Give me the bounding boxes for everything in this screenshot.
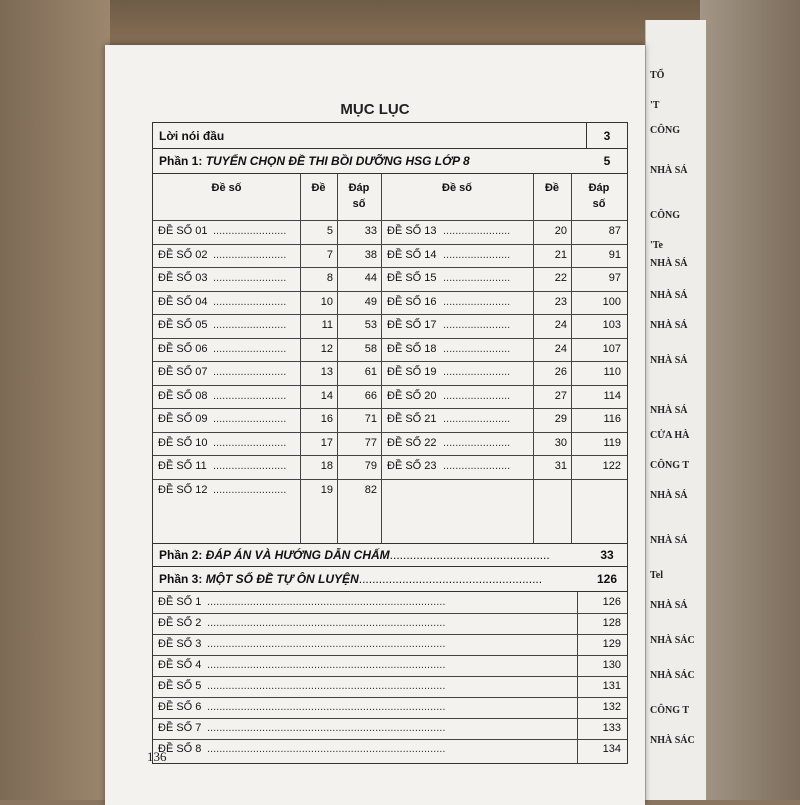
table-row-de: 21 — [554, 248, 567, 261]
table-row-dapso: 58 — [364, 342, 377, 355]
leader-dots: .............................................................................. — [207, 743, 446, 755]
leader-dots: ...................... — [443, 319, 511, 331]
grid-hline — [153, 314, 627, 315]
leader-dots: ........................ — [213, 248, 287, 261]
column-header-text: số — [592, 198, 606, 210]
table-row-label: ĐỀ SỐ 14 — [387, 248, 437, 261]
column-header — [571, 180, 627, 212]
grid-hline — [153, 613, 627, 614]
table-row-dapso: 122 — [602, 460, 621, 472]
neighbor-text: NHÀ SÁ — [650, 258, 688, 269]
grid-hline — [153, 634, 627, 635]
part3-row-label: ĐỀ SỐ 3 — [158, 638, 202, 650]
table-row-de: 18 — [320, 460, 333, 472]
grid-hline — [153, 718, 627, 719]
leader-dots: ...................... — [443, 272, 511, 284]
leader-dots: ........................ — [213, 366, 287, 378]
neighbor-text: NHÀ SÁ — [650, 320, 688, 331]
neighbor-text: NHÀ SÁ — [650, 405, 688, 416]
column-header-text: Đáp — [588, 182, 610, 194]
page-title: MỤC LỤC — [340, 101, 410, 118]
column-header-text: Đáp — [348, 182, 370, 194]
neighbor-text: NHÀ SÁC — [650, 670, 695, 681]
part1-prefix: Phần 1: — [159, 154, 206, 168]
table-row-de: 22 — [554, 272, 567, 284]
part3-row-page: 132 — [602, 701, 621, 713]
background-right — [700, 0, 800, 800]
part3-row-page: 131 — [602, 680, 621, 692]
column-header: Đề số — [211, 182, 242, 194]
neighbor-text: CÔNG T — [650, 460, 689, 471]
table-row-dapso: 66 — [364, 389, 377, 402]
grid-hline — [153, 455, 627, 456]
leader-dots: ........................ — [213, 436, 287, 449]
neighbor-text: CỬA HÀ — [650, 430, 690, 441]
neighbor-text: Tel — [650, 570, 663, 581]
table-row-de: 13 — [320, 366, 333, 378]
leader-dots: ........................ — [213, 319, 287, 331]
toc-row-part3 — [153, 567, 627, 592]
part3-row-page: 130 — [602, 659, 621, 671]
table-row-de: 31 — [554, 460, 567, 472]
table-row-label: ĐỀ SỐ 11 — [158, 460, 207, 472]
neighbor-text: NHÀ SÁ — [650, 355, 688, 366]
grid-hline — [153, 385, 627, 386]
table-row-dapso: 53 — [364, 319, 377, 331]
leader-dots: ...................... — [443, 460, 511, 472]
table-row-de: 29 — [554, 413, 567, 425]
table-row-de: 30 — [554, 436, 567, 449]
table-row-label: ĐỀ SỐ 16 — [387, 295, 437, 308]
neighbor-text: 'T — [650, 100, 660, 111]
grid-hline — [153, 338, 627, 339]
leader-dots: ........................ — [213, 295, 287, 308]
table-row-label: ĐỀ SỐ 19 — [387, 366, 437, 378]
table-row-de: 24 — [554, 342, 567, 355]
table-row-label: ĐỀ SỐ 17 — [387, 319, 437, 331]
table-row-de: 23 — [554, 295, 567, 308]
table-row-label: ĐỀ SỐ 09 — [158, 413, 208, 425]
part3-label: Phần 3: MỘT SỐ ĐỀ TỰ ÔN LUYỆN....................................................... — [159, 572, 543, 586]
page-number: 136 — [147, 749, 167, 764]
part2-label: Phần 2: ĐÁP ÁN VÀ HƯỚNG DẪN CHẤM................................................ — [159, 548, 550, 562]
table-row-dapso: 119 — [603, 436, 621, 449]
grid-hline — [153, 244, 627, 245]
table-row-label: ĐỀ SỐ 23 — [387, 460, 437, 472]
table-row-dapso: 38 — [364, 248, 377, 261]
table-row-label: ĐỀ SỐ 04 — [158, 295, 208, 308]
neighbor-text: CÔNG T — [650, 705, 689, 716]
leader-dots: ........................ — [213, 225, 287, 237]
grid-hline — [153, 291, 627, 292]
toc-row-intro — [153, 123, 627, 149]
grid-hline — [153, 432, 627, 433]
table-row-dapso: 91 — [608, 248, 621, 261]
neighbor-text: TỔ — [650, 70, 665, 81]
neighbor-text: NHÀ SÁC — [650, 635, 695, 646]
table-row-label: ĐỀ SỐ 07 — [158, 366, 208, 378]
part3-row-label: ĐỀ SỐ 5 — [158, 680, 202, 692]
neighbor-page — [645, 20, 706, 800]
table-row-dapso: 114 — [603, 389, 621, 402]
leader-dots: .............................................................................. — [207, 722, 446, 734]
leader-dots: ........................ — [213, 342, 287, 355]
intro-label: Lời nói đầu — [159, 128, 225, 143]
part2-prefix: Phần 2: — [159, 548, 206, 562]
table-row-de: 16 — [320, 413, 333, 425]
table-row-dapso: 82 — [364, 483, 377, 496]
table-row-de: 26 — [554, 366, 567, 378]
table-row-de: 17 — [320, 436, 333, 449]
table-row-dapso: 77 — [364, 436, 377, 449]
leader-dots: ........................ — [213, 272, 287, 284]
leader-dots: ...................... — [443, 295, 511, 308]
grid-hline — [153, 739, 627, 740]
table-row-dapso: 100 — [602, 295, 621, 308]
table-row-label: ĐỀ SỐ 01 — [158, 225, 208, 237]
table-row-label: ĐỀ SỐ 22 — [387, 436, 437, 449]
table-row-label: ĐỀ SỐ 15 — [387, 272, 437, 284]
part2-page: 33 — [600, 548, 614, 562]
leader-dots: ...................... — [443, 389, 511, 402]
leader-dots: .............................................................................. — [207, 680, 446, 692]
book-page — [105, 45, 645, 805]
table-row-de: 24 — [554, 319, 567, 331]
grid-hline — [153, 479, 381, 480]
table-of-contents — [152, 122, 628, 764]
leader-dots: ........................ — [213, 413, 287, 425]
grid-hline — [153, 655, 627, 656]
table-row-de: 11 — [321, 319, 333, 331]
grid-hline — [153, 267, 627, 268]
leader-dots: ........................ — [213, 483, 287, 496]
table-row-dapso: 71 — [364, 413, 377, 425]
table-row-label: ĐỀ SỐ 08 — [158, 389, 208, 402]
part3-page: 126 — [596, 572, 618, 586]
table-row-dapso: 110 — [603, 366, 621, 378]
intro-page: 3 — [586, 123, 627, 148]
table-row-label: ĐỀ SỐ 06 — [158, 342, 208, 355]
grid-hline — [153, 220, 627, 221]
column-header-text: số — [352, 198, 366, 210]
table-row-dapso: 44 — [364, 272, 377, 284]
column-header: Đề số — [442, 182, 472, 194]
part3-row-page: 126 — [602, 596, 621, 608]
table-row-dapso: 79 — [364, 460, 377, 472]
table-row-de: 19 — [320, 483, 333, 496]
table-row-de: 5 — [326, 225, 333, 237]
table-row-dapso: 49 — [364, 295, 377, 308]
leader-dots: ...................... — [443, 342, 511, 355]
part3-row-label: ĐỀ SỐ 2 — [158, 617, 202, 629]
neighbor-text: CÔNG — [650, 125, 680, 136]
table-row-dapso: 33 — [364, 225, 377, 237]
part3-prefix: Phần 3: — [159, 572, 206, 586]
toc-row-part2 — [153, 543, 627, 567]
table-row-label: ĐỀ SỐ 10 — [158, 436, 208, 449]
leader-dots: ...................... — [443, 225, 511, 237]
table-row-label: ĐỀ SỐ 02 — [158, 248, 208, 261]
grid-vline — [381, 174, 382, 543]
table-row-de: 12 — [320, 342, 333, 355]
table-row-dapso: 107 — [602, 342, 621, 355]
part3-row-label: ĐỀ SỐ 6 — [158, 701, 202, 713]
part3-row-label: ĐỀ SỐ 1 — [158, 596, 202, 608]
table-row-dapso: 116 — [603, 413, 621, 425]
table-row-dapso: 97 — [608, 272, 621, 284]
neighbor-text: CÔNG — [650, 210, 680, 221]
part3-row-page: 134 — [602, 743, 621, 755]
table-row-label: ĐỀ SỐ 05 — [158, 319, 208, 331]
leader-dots: ........................ — [213, 389, 287, 402]
leader-dots: ...................... — [443, 436, 511, 449]
table-row-label: ĐỀ SỐ 13 — [387, 225, 437, 237]
leader-dots: .............................................................................. — [207, 596, 446, 608]
table-row-label: ĐỀ SỐ 12 — [158, 483, 208, 496]
table-row-label: ĐỀ SỐ 21 — [387, 413, 437, 425]
table-row-de: 10 — [320, 295, 333, 308]
table-row-dapso: 61 — [364, 366, 377, 378]
neighbor-text: NHÀ SÁ — [650, 600, 688, 611]
leader-dots: ...................... — [443, 413, 511, 425]
column-header: Đề — [544, 182, 560, 194]
part1-label — [159, 154, 470, 168]
table-row-de: 20 — [554, 225, 567, 237]
part3-row-label: ĐỀ SỐ 4 — [158, 659, 202, 671]
part3-row-page: 133 — [602, 722, 621, 734]
table-row-label: ĐỀ SỐ 20 — [387, 389, 437, 402]
table-row-dapso: 87 — [608, 225, 621, 237]
column-header — [337, 180, 381, 212]
part3-row-label: ĐỀ SỐ 7 — [158, 722, 202, 734]
grid-hline — [153, 408, 627, 409]
leader-dots: .............................................................................. — [207, 701, 446, 713]
part1-page: 5 — [603, 154, 611, 168]
neighbor-text: NHÀ SÁ — [650, 290, 688, 301]
grid-hline — [153, 676, 627, 677]
part2-title: ĐÁP ÁN VÀ HƯỚNG DẪN CHẤM — [205, 548, 390, 562]
grid-hline — [153, 697, 627, 698]
table-row-dapso: 103 — [602, 319, 621, 331]
part3-row-page: 128 — [602, 617, 621, 629]
table-row-de: 27 — [554, 389, 567, 402]
table-row-de: 14 — [320, 389, 333, 402]
part3-row-page: 129 — [602, 638, 621, 650]
table-row-label: ĐỀ SỐ 18 — [387, 342, 437, 355]
neighbor-text: NHÀ SÁ — [650, 535, 688, 546]
table-row-de: 8 — [326, 272, 333, 284]
grid-hline — [381, 479, 627, 480]
table-row-label: ĐỀ SỐ 03 — [158, 272, 208, 284]
neighbor-text: 'Te — [650, 240, 663, 251]
part3-row-label: ĐỀ SỐ 8 — [158, 743, 202, 755]
neighbor-text: NHÀ SÁC — [650, 735, 695, 746]
part3-title: MỘT SỐ ĐỀ TỰ ÔN LUYỆN — [205, 572, 359, 586]
column-header: Đề — [311, 182, 326, 194]
table-row-de: 7 — [326, 248, 333, 261]
leader-dots: ........................ — [213, 460, 287, 472]
leader-dots: ...................... — [443, 366, 511, 378]
background-left — [0, 0, 110, 800]
toc-row-part1 — [153, 149, 627, 174]
neighbor-text: NHÀ SÁ — [650, 165, 688, 176]
leader-dots: ...................... — [443, 248, 511, 261]
grid-hline — [153, 361, 627, 362]
leader-dots: .............................................................................. — [207, 659, 446, 671]
leader-dots: .............................................................................. — [207, 617, 446, 629]
neighbor-text: NHÀ SÁ — [650, 490, 688, 501]
leader-dots: .............................................................................. — [207, 638, 446, 650]
part1-title: TUYỂN CHỌN ĐỀ THI BỒI DƯỠNG HSG LỚP 8 — [205, 154, 470, 168]
